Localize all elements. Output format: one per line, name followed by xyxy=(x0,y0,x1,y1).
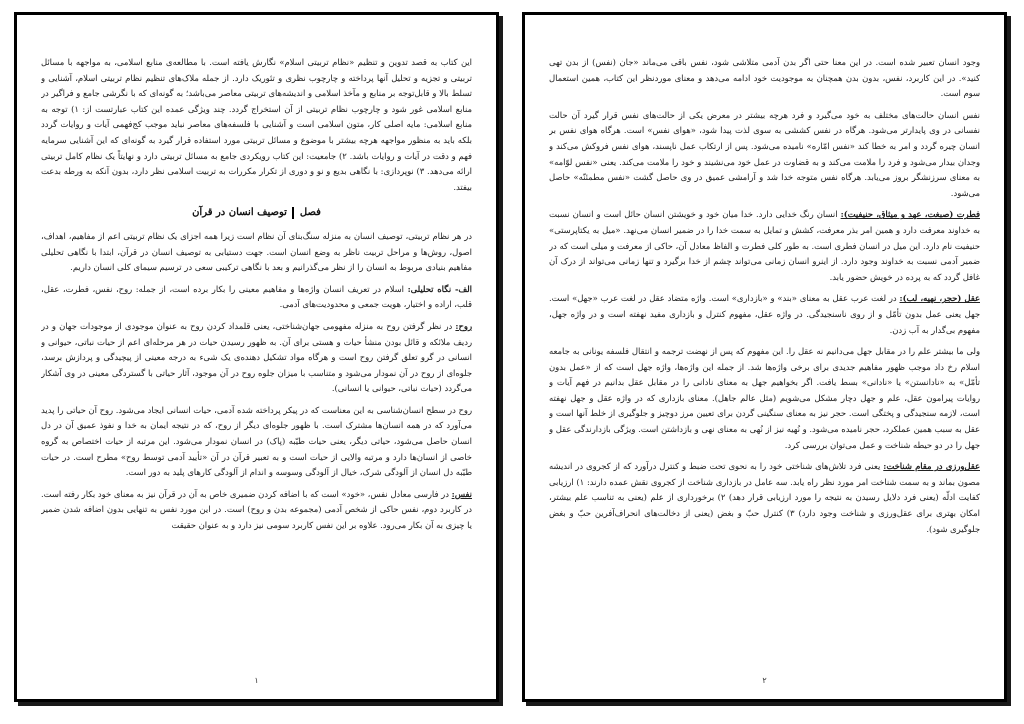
paragraph: فطرت (صبغت، عهد و میثاق، حنیفیت): انسان رنگ خدایی دارد. خدا میان خود و خویشتن انسان حائل است و انسان نسبت به خداوند معرفت دارد و همین امر بذر معرفت، کشش و تمایل به سمت خدا را در ضمیر انسان می‌نهد. «میل به یکتاپرستی» حنیفیت نام دارد. این میل در انسان فطری است. به طور کلی فطرت و الفاظ معادل آن، حاکی از معرفت و میلی است که در ضمیر آدمی نسبت به خداوند وجود دارد. از اینرو انسان زمانی می‌تواند چشم از خدا برگیرد و تنها زمانی می‌تواند از درک آن غافل گردد که به پرده در خویش حضور یابد. xyxy=(549,209,980,282)
page-body xyxy=(549,55,980,665)
paragraph: عقل (حجر، نهیه، لب): در لغت عرب عقل به معنای «بند» و «بازداری» است. واژه متضاد عقل در لغت عرب «جهل» است. جهل یعنی عمل بدون تأمّل و از روی ناسنجیدگی. در واژه عقل، مفهوم کنترل و بازداری مفید نهفته است و در واژه جهل، مفهوم بی‌گدار به آب زدن. xyxy=(549,293,980,335)
term: الف- نگاه تحلیلی: xyxy=(407,283,472,294)
chapter-title: توصیف انسان در قرآن xyxy=(192,207,287,219)
page-number: ۱ xyxy=(254,676,259,685)
paragraph: الف- نگاه تحلیلی: اسلام در تعریف انسان واژه‌ها و مفاهیم معینی را بکار برده است، از جمله: روح، نفس، فطرت، عقل، قلب، اراده و اختیار، هویت جمعی و محدودیت‌های آدمی. xyxy=(41,283,472,310)
text-cursor xyxy=(292,207,294,219)
term: عقل‌ورزی در مقام شناخت: xyxy=(883,461,980,472)
term: روح: xyxy=(455,320,472,331)
paragraph: وجود انسان تعبیر شده است. در این معنا حتی اگر بدن آدمی متلاشی شود، نفس باقی می‌ماند «جان (نفس) از بدن تهی کنید». در این کاربرد، نفس، بدون بدن همچنان به موجودیت خود ادامه می‌دهد و معنای موردنظر این کتاب، همین استعمال سوم است. xyxy=(549,57,980,99)
intro-paragraph: این کتاب به قصد تدوین و تنظیم «نظام تربیتی اسلام» نگارش یافته است. با مطالعه‌ی منابع اسلامی، به مواجهه با مسائل تربیتی و تجزیه و تحلیل آنها پرداخته و چارچوب نظری و تئوریک دارد. از جمله ملاک‌های تنظیم نظام تربیتی اسلام، آشنایی و تسلط بالا و قابل‌توجه بر منابع و مآخذ اسلامی و اندیشه‌های تربیتی معاصر می‌باشد؛ به گونه‌ای که با نگرشی جامع و فراگیر در منابع اسلامی غور شود و چارچوب نظام تربیتی از آن استخراج گردد. چند ویژگی عمده این کتاب عبارتست از: ۱) توجه به منابع اسلامی: مایه اصلی کار، متون اسلامی است و آشنایی با فلسفه‌های معاصر نباید موجب کج‌فهمی آیات و روایات گردد بلکه باید به منظور مواجهه هرچه بیشتر با موضوع و مسائل تربیتی مورد استفاده قرار گیرد به گونه‌ای که این آشنایی سرمایه فهم و دقت در آیات و روایات باشد. ۲) جامعیت: این کتاب رویکردی جامع به مسائل تربیتی دارد و نهایتاً یک نظام کامل تربیتی ارائه می‌دهد. ۳) نوپردازی: با نگاهی بدیع و نو و دوری از تکرار مکررات به تربیت اسلامی نظر دارد، بدون آنکه به ورطه بدعت بیفتد. xyxy=(41,57,472,192)
paragraph: عقل‌ورزی در مقام شناخت: یعنی فرد تلاش‌های شناختی خود را به نحوی تحت ضبط و کنترل درآورد که از کجروی در اندیشه مصون بماند و به سمت شناخت امر مورد نظر راه یابد. سه عامل در بازداری شناخت از کجروی نقش عمده دارند: ۱) ارزیابی کفایت ادلّه (یعنی فرد دلایل رسیدن به نتیجه را مورد ارزیابی قرار دهد) ۲) برخورداری از علم (یعنی به تناسب علم بیشتر، امکان بهتری برای عقل‌ورزی و شناخت وجود دارد) ۳) کنترل حبّ و بغض (یعنی از دخالت‌های انحراف‌آفرین حبّ و بغض جلوگیری شود). xyxy=(549,461,980,534)
chapter-heading xyxy=(41,205,472,221)
paragraph: نفس انسان حالت‌های مختلف به خود می‌گیرد و فرد هرچه بیشتر در معرض یکی از حالت‌های نفس قرار گیرد آن حالت نفسانی در وی پایدارتر می‌شود. هرگاه در نفس کششی به سوی لذت پیدا شود، «هوای نفس» است. هرگاه هوای نفس بر انسان چیره گردد و امر به خطا کند «نفس امّاره» نامیده می‌شود. پس از ارتکاب عمل ناپسند، هوای نفس فروکش می‌کند و وجدان بیدار می‌شود و فرد را ملامت می‌کند و به قضاوت در عمل خود می‌نشیند و خود را ملامت می‌کند. یعنی «نفس لوّامه» به معنای سرزنشگر بروز می‌یابد. هرگاه نفس متوجه خدا شد و آرامشی عمیق در وی حاصل گشت «نفس مطمئنّه» حاصل می‌شود. xyxy=(549,109,980,198)
paragraph: روح: در نظر گرفتن روح به منزله مفهومی جهان‌شناختی، یعنی قلمداد کردن روح به عنوان موجودی از موجودات جهان و در ردیف ملائکه و قائل بودن منشأ حیات و هستی برای آن. به ظهور رسیدن حیات در هر مرحله‌ای اعم از حیات نباتی، حیوانی و انسانی در گرو تعلق گرفتن روح است و هرگاه مواد تشکیل دهنده‌ی یک شیء به درجه معینی از پیچیدگی و پردازش برسد، جلوه‌ای از روح در آن نمودار می‌شود و متناسب با میزان جلوه روح در آن موجود، آثار حیاتی با گستردگی معینی در وی آشکار می‌گردد (حیات نباتی، حیوانی یا انسانی). xyxy=(41,320,472,394)
term: نفس: xyxy=(451,488,472,499)
paragraph: ولی ما بیشتر علم را در مقابل جهل می‌دانیم نه عقل را. این مفهوم که پس از نهضت ترجمه و انتقال فلسفه یونانی به جامعه اسلام رخ داد موجب ظهور مفاهیم جدیدی برای برخی واژه‌ها شد. از جمله این واژه‌ها، واژه جهل است که از «عمل بدون تأمّل» به «نادانستن» یا «نادانی» بسط یافت. اگر بخواهیم جهل به معنای نادانی را در مقابل عقل بدانیم در فهم آیات و روایات پیرامون عقل، علم و جهل دچار مشکل می‌شویم (مثل عالم جاهل). معنای بازداری که در واژه عقل و جهل نهفته است، لازمه سنجیدگی و پختگی است. حجر نیز به معنای سنگینی گردن برای تعیین مرز دوچیز و جلوگیری از خلط آنها است و عقل به سبب همین عملکرد، حجر نامیده می‌شود. و نُهیه نیز از نُهی به معنای نهی و بازداشتن است. ویژگی بازدارندگی عقل و جهل را در دو حیطه شناخت و عمل می‌توان بررسی کرد. xyxy=(549,346,980,450)
term: فطرت (صبغت، عهد و میثاق، حنیفیت): xyxy=(840,209,980,220)
paragraph: روح در سطح انسان‌شناسی به این معناست که در پیکر پرداخته شده آدمی، حیات انسانی ایجاد می‌شود. روح آن حیاتی را پدید می‌آورد که در همه انسان‌ها مشترک است. با ظهور جلوه‌ای دیگر از روح، که در نتیجه ایمان به خدا و نفوذ عمیق آن در دل انسان حاصل می‌شود، حیاتی دیگر، یعنی حیات طیّبه (پاک) در انسان نمودار می‌شود. این مرتبه از حیات اختصاص به گروه خاصی از انسان‌ها دارد و مرتبه والایی از حیات است و به تعبیر قرآن در آن «تأیید آدمی توسط روح» مطرح است. در حیات طیّبه دل انسان از آلودگی شرک، خیال از آلودگی وسوسه و اندام از آلودگی کارهای پلید به دور است. xyxy=(41,404,472,478)
paragraph: در هر نظام تربیتی، توصیف انسان به منزله سنگ‌بنای آن نظام است زیرا همه اجزای یک نظام تربیتی اعم از مفاهیم، اهداف، اصول، روش‌ها و مراحل تربیت ناظر به وضع انسان است. جهت دستیابی به توصیف انسان در قرآن، ابتدا با نگاهی تحلیلی مفاهیم بنیادی مربوط به انسان را از نظر می‌گذرانیم و بعد با نگاهی ترکیبی سعی در ترسیم سیمای کلی انسان داریم. xyxy=(41,230,472,273)
page-body xyxy=(41,55,472,665)
term: عقل (حجر، نهیه، لب): xyxy=(899,293,980,304)
document-page-left xyxy=(14,12,499,702)
paragraph: نفس: در فارسی معادل نفس، «خود» است که با اضافه کردن ضمیری خاص به آن در قرآن نیز به معنای خود بکار رفته است. در کاربرد دوم، نفس حاکی از شخص آدمی (مجموعه بدن و روح) است. در این مورد نفس به تنهایی بدون اضافه شدن ضمیر یا چیزی به آن بکار می‌رود. علاوه بر این نفس کاربرد سومی نیز دارد و به عنوان حقیقت xyxy=(41,488,472,531)
page-number: ۲ xyxy=(762,676,767,685)
document-page-right xyxy=(522,12,1007,702)
chapter-label: فصل xyxy=(299,207,321,219)
